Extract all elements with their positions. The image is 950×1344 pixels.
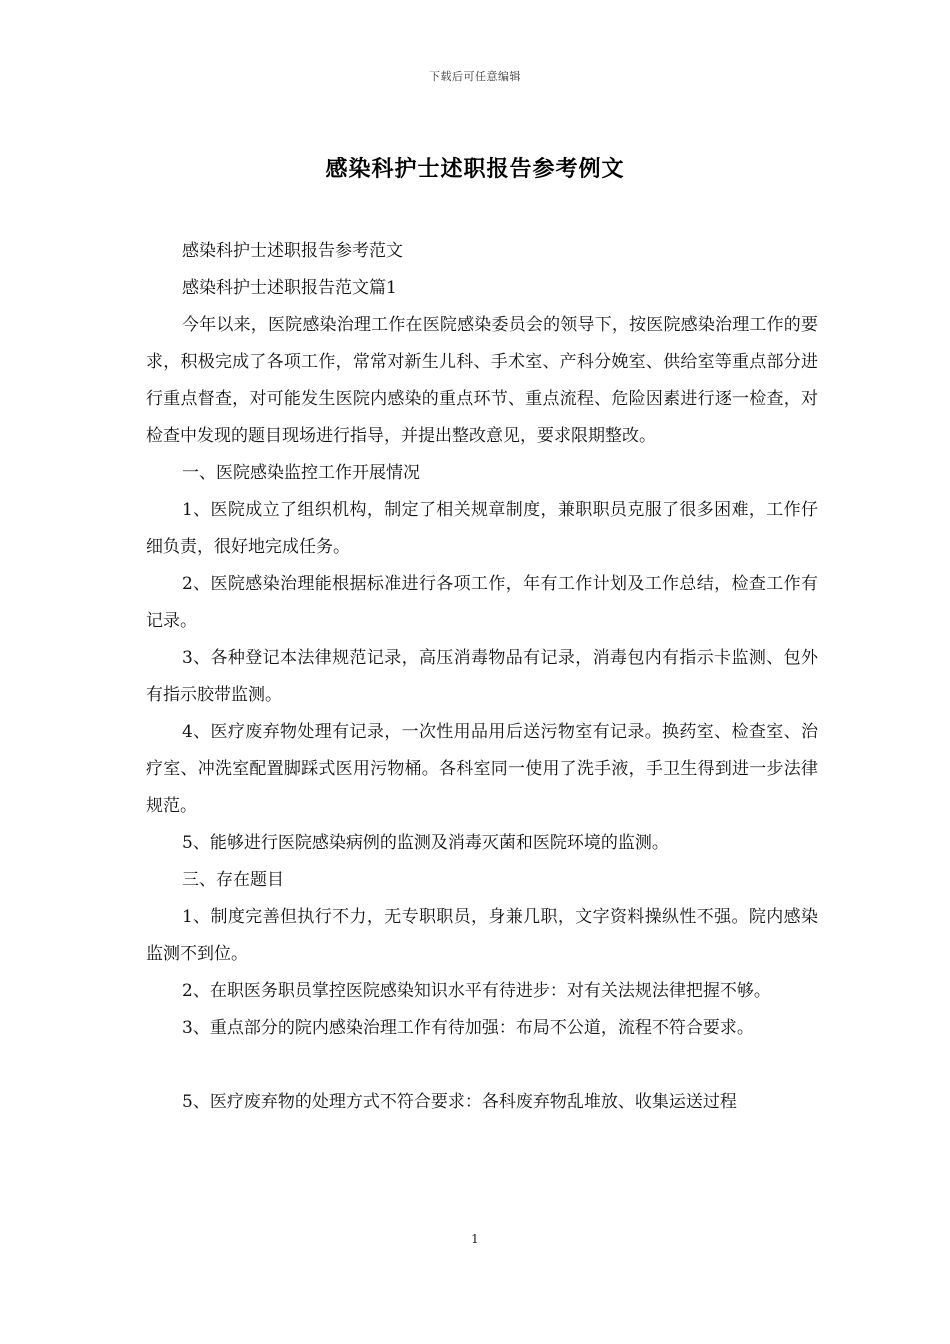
paragraph: 感染科护士述职报告范文篇1 bbox=[182, 278, 397, 298]
section-heading: 三、存在题目 bbox=[182, 870, 284, 890]
paragraph: 2、在职医务职员掌控医院感染知识水平有待进步：对有关法规法律把握不够。 bbox=[182, 981, 771, 1001]
paragraph: 4、医疗废弃物处理有记录，一次性用品用后送污物室有记录。换药室、检查室、治疗室、冲洗室配置脚踩式医用污物桶。各科室同一使用了洗手液，手卫生得到进一步法律规范。 bbox=[146, 722, 818, 816]
paragraph: 5、能够进行医院感染病例的监测及消毒灭菌和医院环境的监测。 bbox=[182, 833, 669, 853]
paragraph: 5、医疗废弃物的处理方式不符合要求：各科废弃物乱堆放、收集运送过程 bbox=[182, 1092, 737, 1112]
page-number: 1 bbox=[471, 1232, 479, 1246]
paragraph: 2、医院感染治理能根据标准进行各项工作，年有工作计划及工作总结，检查工作有记录。 bbox=[146, 574, 818, 631]
paragraph: 1、医院成立了组织机构，制定了相关规章制度，兼职职员克服了很多困难，工作仔细负责，很好地完成任务。 bbox=[146, 500, 818, 557]
section-heading: 一、医院感染监控工作开展情况 bbox=[182, 463, 420, 483]
document-body bbox=[146, 233, 818, 1121]
paragraph: 3、重点部分的院内感染治理工作有待加强：布局不公道，流程不符合要求。 bbox=[182, 1018, 754, 1038]
header-note: 下载后可任意编辑 bbox=[429, 70, 521, 83]
paragraph: 感染科护士述职报告参考范文 bbox=[182, 241, 403, 261]
paragraph: 3、各种登记本法律规范记录，高压消毒物品有记录，消毒包内有指示卡监测、包外有指示胶带监测。 bbox=[146, 648, 818, 705]
paragraph: 今年以来，医院感染治理工作在医院感染委员会的领导下，按医院感染治理工作的要求，积极完成了各项工作，常常对新生儿科、手术室、产科分娩室、供给室等重点部分进行重点督查，对可能发生医院内感染的重点环节、重点流程、危险因素进行逐一检查，对检查中发现的题目现场进行指导，并提出整改意见，要求限期整改。 bbox=[146, 315, 818, 446]
document-title: 感染科护士述职报告参考例文 bbox=[325, 156, 625, 182]
paragraph: 1、制度完善但执行不力，无专职职员，身兼几职，文字资料操纵性不强。院内感染监测不到位。 bbox=[146, 907, 818, 964]
